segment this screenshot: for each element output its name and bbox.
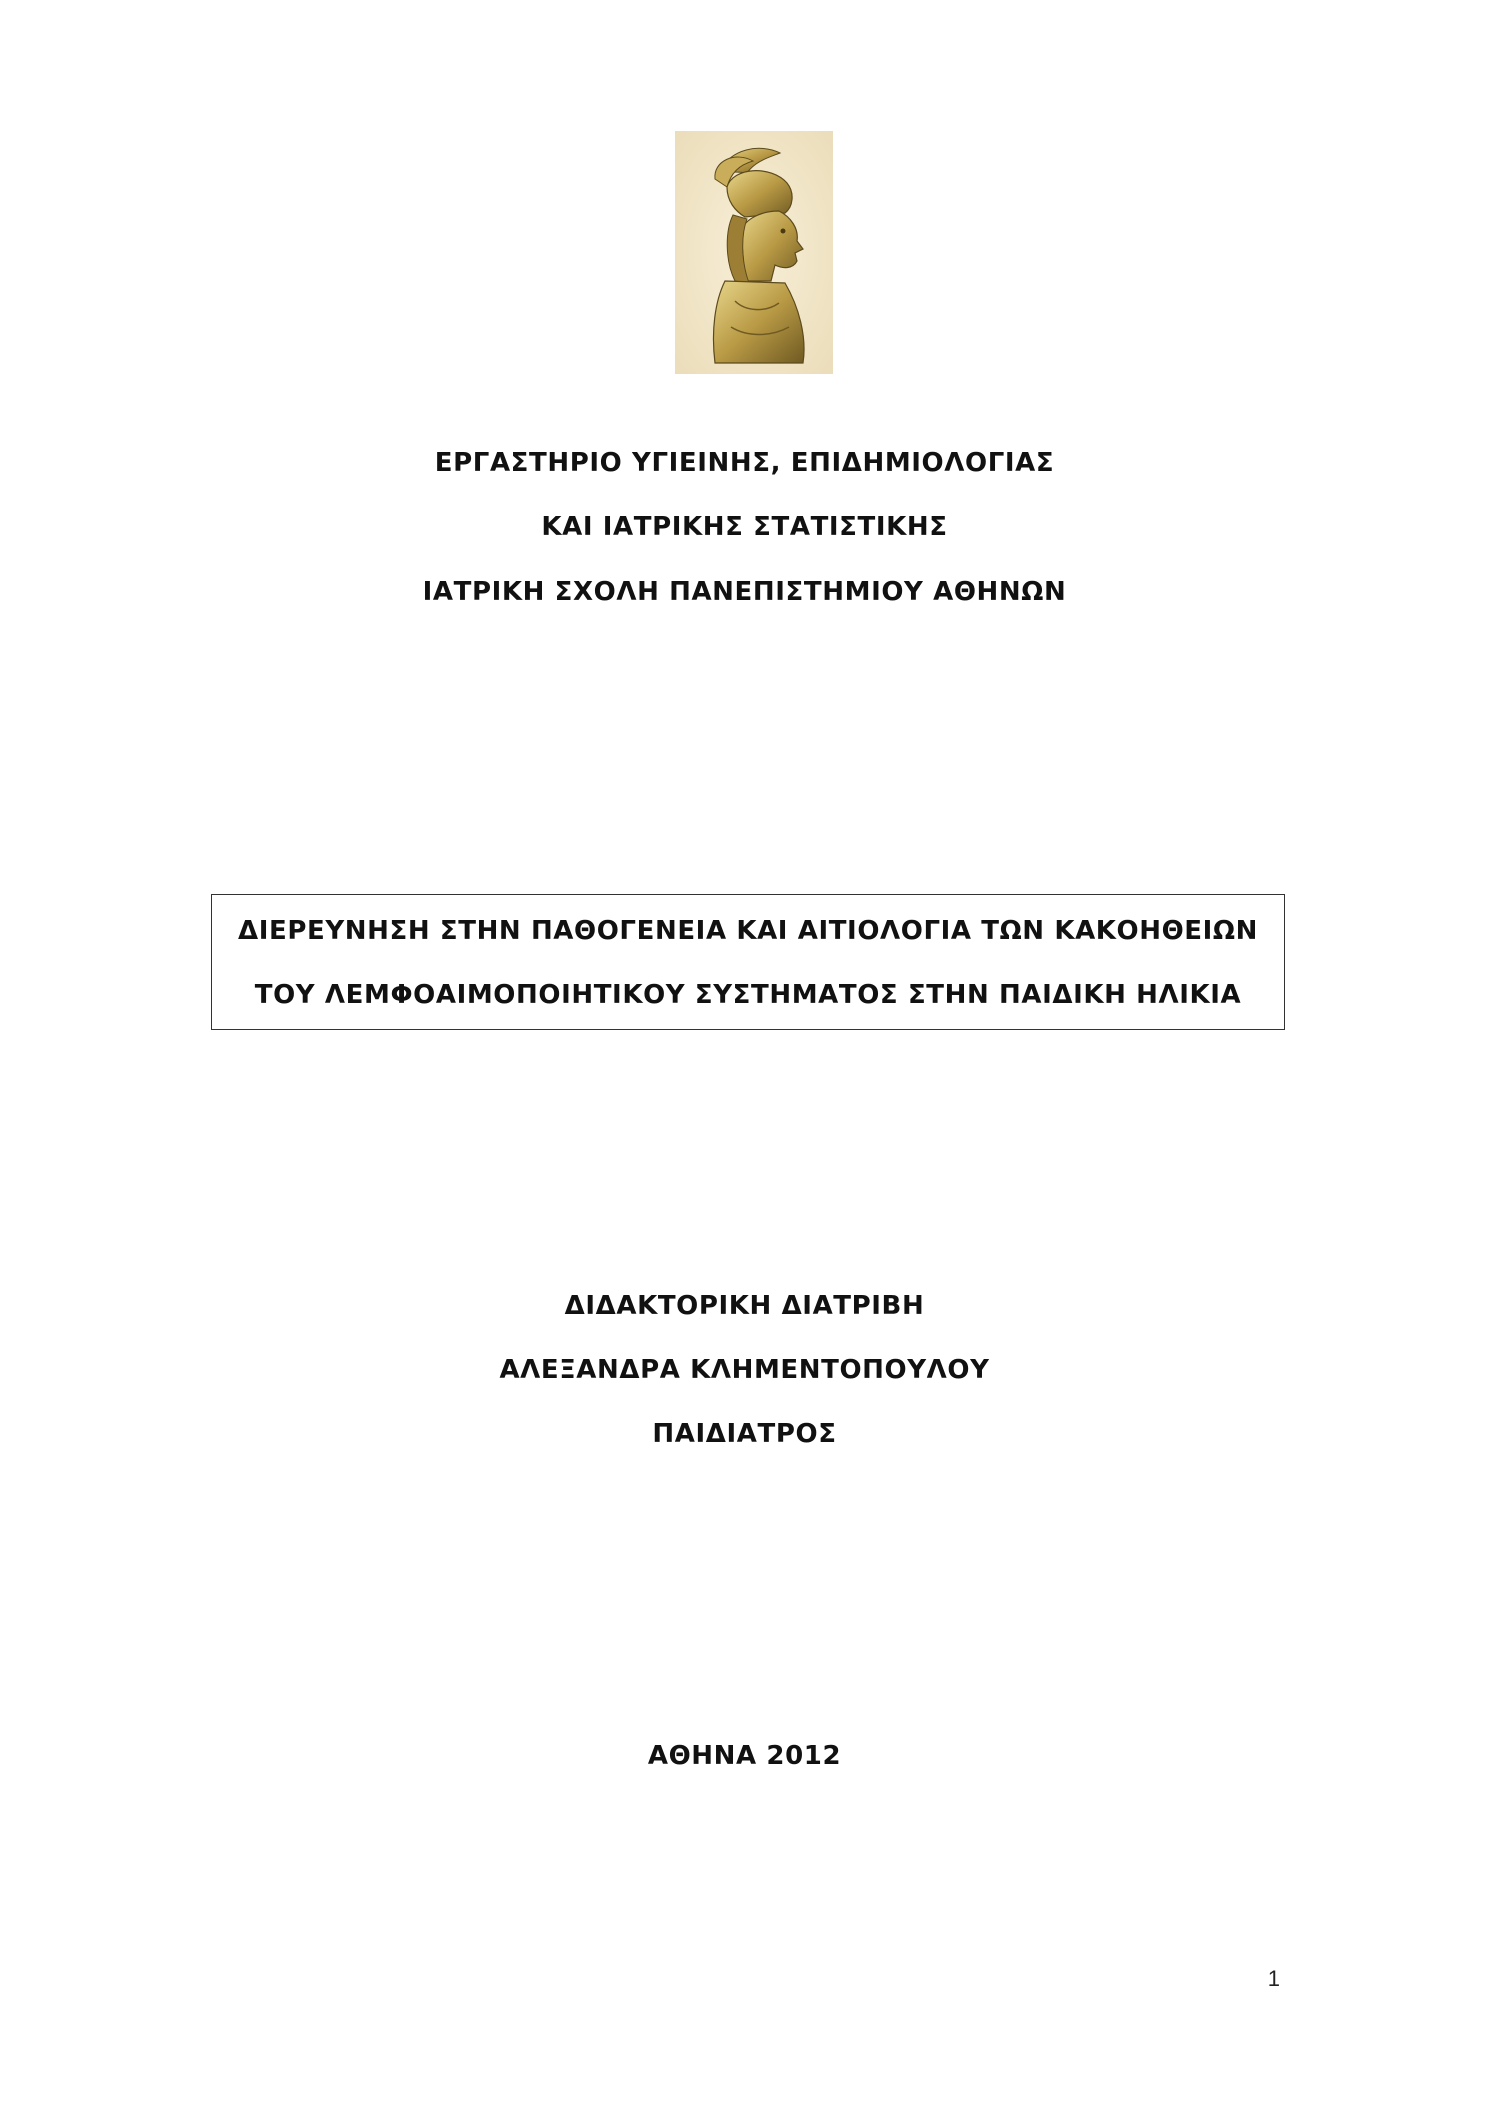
author-role: ΠΑΙΔΙΑΤΡΟΣ — [652, 1419, 837, 1449]
place-year: ΑΘΗΝΑ 2012 — [647, 1741, 842, 1771]
page-number: 1 — [1267, 1966, 1280, 1991]
author-name: ΑΛΕΞΑΝΔΡΑ ΚΛΗΜΕΝΤΟΠΟΥΛΟΥ — [499, 1355, 990, 1385]
lab-name-line-2: ΚΑΙ ΙΑΤΡΙΚΗΣ ΣΤΑΤΙΣΤΙΚΗΣ — [541, 512, 948, 542]
lab-name-line-1: ΕΡΓΑΣΤΗΡΙΟ ΥΓΙΕΙΝΗΣ, ΕΠΙΔΗΜΙΟΛΟΓΙΑΣ — [434, 448, 1055, 478]
athena-emblem-icon — [675, 131, 833, 374]
thesis-title-box — [211, 894, 1285, 1030]
school-name: ΙΑΤΡΙΚΗ ΣΧΟΛΗ ΠΑΝΕΠΙΣΤΗΜΙΟΥ ΑΘΗΝΩΝ — [422, 577, 1067, 607]
thesis-type: ΔΙΔΑΚΤΟΡΙΚΗ ΔΙΑΤΡΙΒΗ — [564, 1291, 925, 1321]
thesis-title-line-2: ΤΟΥ ΛΕΜΦΟΑΙΜΟΠΟΙΗΤΙΚΟΥ ΣΥΣΤΗΜΑΤΟΣ ΣΤΗΝ ΠΑΙΔΙΚΗ ΗΛΙΚΙΑ — [254, 980, 1242, 1010]
thesis-title-line-1: ΔΙΕΡΕΥΝΗΣΗ ΣΤΗΝ ΠΑΘΟΓΕΝΕΙΑ ΚΑΙ ΑΙΤΙΟΛΟΓΙΑ ΤΩΝ ΚΑΚΟΗΘΕΙΩΝ — [237, 916, 1258, 946]
